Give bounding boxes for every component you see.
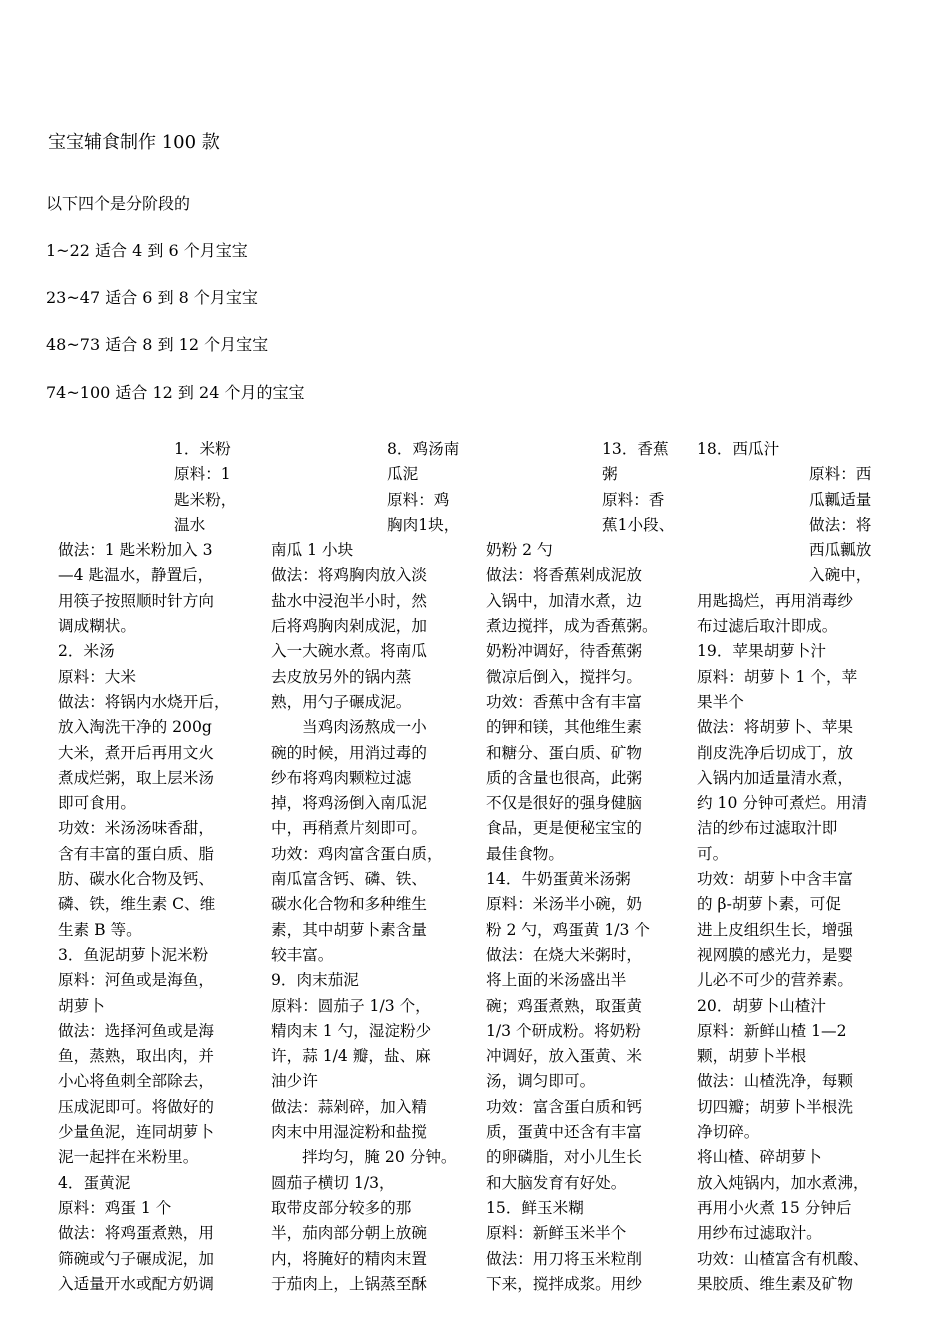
text-line: 压成泥即可。将做好的 xyxy=(58,1097,214,1116)
intro-heading: 以下四个是分阶段的 xyxy=(46,194,191,213)
text-line: 原料：鸡蛋 1 个 xyxy=(58,1198,172,1217)
text-line: 将上面的米汤盛出半 xyxy=(486,971,627,990)
text-line: 大米，煮开后再用文火 xyxy=(58,743,214,762)
text-line: 磷、铁，维生素 C、维 xyxy=(58,895,216,914)
text-line: 泥一起拌在米粉里。 xyxy=(58,1148,199,1167)
text-line: 生素 B 等。 xyxy=(58,920,142,939)
recipe-column-4 xyxy=(697,437,893,1297)
text-line: 15．鲜玉米糊 xyxy=(486,1198,584,1217)
text-line: 胸肉1块， xyxy=(387,515,460,534)
text-line: 再用小火煮 15 分钟后 xyxy=(697,1198,852,1217)
text-line: 和大脑发育有好处。 xyxy=(486,1173,627,1192)
text-line: 碳水化合物和多种维生 xyxy=(271,895,427,914)
text-line: 最佳食物。 xyxy=(486,844,564,863)
text-line: 调成糊状。 xyxy=(58,617,136,636)
text-line: 原料：河鱼或是海鱼， xyxy=(58,971,214,990)
text-line: 内，将腌好的精肉末置 xyxy=(271,1249,427,1268)
text-line: 食品，更是便秘宝宝的 xyxy=(486,819,642,838)
text-line: 原料：新鲜山楂 1—2 xyxy=(697,1021,847,1040)
text-line: 做法：蒜剁碎，加入精 xyxy=(271,1097,427,1116)
text-line: 4．蛋黄泥 xyxy=(58,1173,131,1192)
text-line: 8．鸡汤南 xyxy=(387,440,460,458)
text-line: 入碗中， xyxy=(809,566,872,585)
text-line: 做法：将锅内水烧开后， xyxy=(58,692,230,711)
text-line: 的钾和镁，其他维生素 xyxy=(486,718,642,737)
text-line: 小心将鱼刺全部除去， xyxy=(58,1072,214,1091)
text-line: 拌均匀，腌 20 分钟。 xyxy=(302,1148,457,1167)
text-line: 做法：将 xyxy=(809,515,872,534)
text-line: 功效：山楂富含有机酸、 xyxy=(697,1249,869,1268)
text-line: 切四瓣；胡萝卜半根洗 xyxy=(697,1097,853,1116)
text-line: 许，蒜 1/4 瓣，盐、麻 xyxy=(271,1047,431,1066)
text-line: —4 匙温水，静置后， xyxy=(58,566,214,585)
text-line: 素，其中胡萝卜素含量 xyxy=(271,920,427,939)
text-line: 去皮放另外的锅内蒸 xyxy=(271,667,412,686)
text-line: 功效：富含蛋白质和钙 xyxy=(486,1097,642,1116)
intro-stage-1: 1~22 适合 4 到 6 个月宝宝 xyxy=(46,241,248,260)
text-line: 净切碎。 xyxy=(697,1123,760,1142)
text-line: 进上皮组织生长，增强 xyxy=(697,920,853,939)
text-line: 入一大碗水煮。将南瓜 xyxy=(271,642,427,661)
text-line: 较丰富。 xyxy=(271,945,334,964)
text-line: 蕉1小段、 xyxy=(602,515,675,534)
text-line: 可。 xyxy=(697,844,729,863)
text-line: 油少许 xyxy=(271,1072,318,1091)
text-line: 匙米粉， xyxy=(174,490,237,509)
text-line: 做法：将鸡蛋煮熟，用 xyxy=(58,1224,214,1243)
text-line: 南瓜 1 小块 xyxy=(271,541,354,560)
text-line: 即可食用。 xyxy=(58,794,136,813)
text-line: 冲调好，放入蛋黄、米 xyxy=(486,1047,642,1066)
text-line: 约 10 分钟可煮烂。用清 xyxy=(697,794,868,813)
text-line: 胡萝卜 xyxy=(58,996,105,1015)
text-line: 功效：鸡肉富含蛋白质， xyxy=(271,844,443,863)
text-line: 煮边搅拌，成为香蕉粥。 xyxy=(486,617,658,636)
text-line: 做法：山楂洗净，每颗 xyxy=(697,1072,853,1091)
text-line: 做法：1 匙米粉加入 3 xyxy=(58,541,213,560)
recipe-column-1 xyxy=(58,437,254,1297)
intro-stage-2: 23~47 适合 6 到 8 个月宝宝 xyxy=(46,288,258,307)
text-line: 3．鱼泥胡萝卜泥米粉 xyxy=(58,945,209,964)
text-line: 视网膜的感光力，是婴 xyxy=(697,945,853,964)
text-line: 和糖分、蛋白质、矿物 xyxy=(486,743,642,762)
text-line: 当鸡肉汤熬成一小 xyxy=(302,718,427,737)
text-line: 入适量开水或配方奶调 xyxy=(58,1274,214,1293)
text-line: 18．西瓜汁 xyxy=(697,440,780,458)
text-line: 原料：鸡 xyxy=(387,490,450,509)
text-line: 下来，搅拌成浆。用纱 xyxy=(486,1274,642,1293)
text-line: 掉，将鸡汤倒入南瓜泥 xyxy=(271,794,427,813)
text-line: 14．牛奶蛋黄米汤粥 xyxy=(486,870,631,889)
text-line: 功效：胡萝卜中含丰富 xyxy=(697,870,853,889)
text-line: 做法：将胡萝卜、苹果 xyxy=(697,718,853,737)
text-line: 的 β-胡萝卜素，可促 xyxy=(697,895,841,914)
text-line: 瓜瓤适量 xyxy=(809,490,872,509)
text-line: 奶粉冲调好，待香蕉粥 xyxy=(486,642,642,661)
text-line: 西瓜瓤放 xyxy=(809,541,872,560)
text-line: 于茄肉上，上锅蒸至酥 xyxy=(271,1274,427,1293)
text-line: 用筷子按照顺时针方向 xyxy=(58,591,214,610)
text-line: 原料：西 xyxy=(809,465,872,484)
text-line: 20．胡萝卜山楂汁 xyxy=(697,996,826,1015)
text-line: 半，茄肉部分朝上放碗 xyxy=(271,1224,427,1243)
text-line: 煮成烂粥，取上层米汤 xyxy=(58,768,214,787)
text-line: 瓜泥 xyxy=(387,465,419,484)
text-line: 筛碗或勺子碾成泥，加 xyxy=(58,1249,214,1268)
text-line: 纱布将鸡肉颗粒过滤 xyxy=(271,768,412,787)
text-line: 13．香蕉 xyxy=(602,440,669,458)
text-line: 颗，胡萝卜半根 xyxy=(697,1047,807,1066)
text-line: 功效：米汤汤味香甜， xyxy=(58,819,214,838)
intro-stage-4: 74~100 适合 12 到 24 个月的宝宝 xyxy=(46,383,305,402)
text-line: 功效：香蕉中含有丰富 xyxy=(486,692,642,711)
text-line: 做法：将鸡胸肉放入淡 xyxy=(271,566,427,585)
text-line: 鱼，蒸熟，取出肉，并 xyxy=(58,1047,214,1066)
text-line: 放入炖锅内，加水煮沸， xyxy=(697,1173,869,1192)
text-line: 做法：用刀将玉米粒削 xyxy=(486,1249,642,1268)
text-line: 2．米汤 xyxy=(58,642,115,661)
text-line: 将山楂、碎胡萝卜 xyxy=(697,1148,822,1167)
text-line: 精肉末 1 勺，湿淀粉少 xyxy=(271,1021,432,1040)
text-line: 原料：大米 xyxy=(58,667,136,686)
text-line: 做法：在烧大米粥时， xyxy=(486,945,642,964)
text-line: 微凉后倒入，搅拌匀。 xyxy=(486,667,642,686)
text-line: 肉末中用湿淀粉和盐搅 xyxy=(271,1123,427,1142)
text-line: 少量鱼泥，连同胡萝卜 xyxy=(58,1123,214,1142)
text-line: 粉 2 勺，鸡蛋黄 1/3 个 xyxy=(486,920,651,939)
text-line: 原料：米汤半小碗，奶 xyxy=(486,895,642,914)
text-line: 19．苹果胡萝卜汁 xyxy=(697,642,826,661)
text-line: 削皮洗净后切成丁，放 xyxy=(697,743,853,762)
text-line: 9．肉末茄泥 xyxy=(271,971,359,990)
text-line: 不仅是很好的强身健脑 xyxy=(486,794,642,813)
text-line: 取带皮部分较多的那 xyxy=(271,1198,412,1217)
recipe-column-2 xyxy=(271,437,467,1297)
text-line: 原料：新鲜玉米半个 xyxy=(486,1224,627,1243)
text-line: 南瓜富含钙、磷、铁、 xyxy=(271,870,427,889)
text-line: 的卵磷脂，对小儿生长 xyxy=(486,1148,642,1167)
text-line: 圆茄子横切 1/3， xyxy=(271,1173,395,1192)
text-line: 1/3 个研成粉。将奶粉 xyxy=(486,1021,641,1040)
text-line: 原料：圆茄子 1/3 个， xyxy=(271,996,431,1015)
recipe-column-3 xyxy=(486,437,682,1297)
text-line: 后将鸡胸肉剁成泥，加 xyxy=(271,617,427,636)
text-line: 果半个 xyxy=(697,692,744,711)
text-line: 洁的纱布过滤取汁即 xyxy=(697,819,838,838)
text-line: 质的含量也很高，此粥 xyxy=(486,768,642,787)
text-line: 做法：将香蕉剁成泥放 xyxy=(486,566,642,585)
intro-stage-3: 48~73 适合 8 到 12 个月宝宝 xyxy=(46,335,269,354)
text-line: 放入淘洗干净的 200g xyxy=(58,718,212,737)
text-line: 温水 xyxy=(174,515,206,534)
text-line: 盐水中浸泡半小时，然 xyxy=(271,591,427,610)
text-line: 肪、碳水化合物及钙、 xyxy=(58,870,214,889)
text-line: 果胶质、维生素及矿物 xyxy=(697,1274,853,1293)
text-line: 用纱布过滤取汁。 xyxy=(697,1224,822,1243)
text-line: 汤，调匀即可。 xyxy=(486,1072,596,1091)
text-line: 原料：1 xyxy=(174,465,231,484)
text-line: 熟，用勺子碾成泥。 xyxy=(271,692,412,711)
text-line: 含有丰富的蛋白质、脂 xyxy=(58,844,214,863)
page-title: 宝宝辅食制作 100 款 xyxy=(48,132,220,153)
text-line: 粥 xyxy=(602,465,618,484)
text-line: 入锅内加适量清水煮， xyxy=(697,768,853,787)
text-line: 布过滤后取汁即成。 xyxy=(697,617,838,636)
text-line: 原料：香 xyxy=(602,490,665,509)
text-line: 碗；鸡蛋煮熟，取蛋黄 xyxy=(486,996,642,1015)
text-line: 中，再稍煮片刻即可。 xyxy=(271,819,427,838)
text-line: 入锅中，加清水煮，边 xyxy=(486,591,642,610)
text-line: 奶粉 2 勺 xyxy=(486,541,553,560)
text-line: 用匙捣烂，再用消毒纱 xyxy=(697,591,853,610)
text-line: 质，蛋黄中还含有丰富 xyxy=(486,1123,642,1142)
text-line: 碗的时候，用消过毒的 xyxy=(271,743,427,762)
text-line: 原料：胡萝卜 1 个，苹 xyxy=(697,667,858,686)
text-line: 儿必不可少的营养素。 xyxy=(697,971,853,990)
text-line: 做法：选择河鱼或是海 xyxy=(58,1021,214,1040)
text-line: 1．米粉 xyxy=(174,440,231,458)
